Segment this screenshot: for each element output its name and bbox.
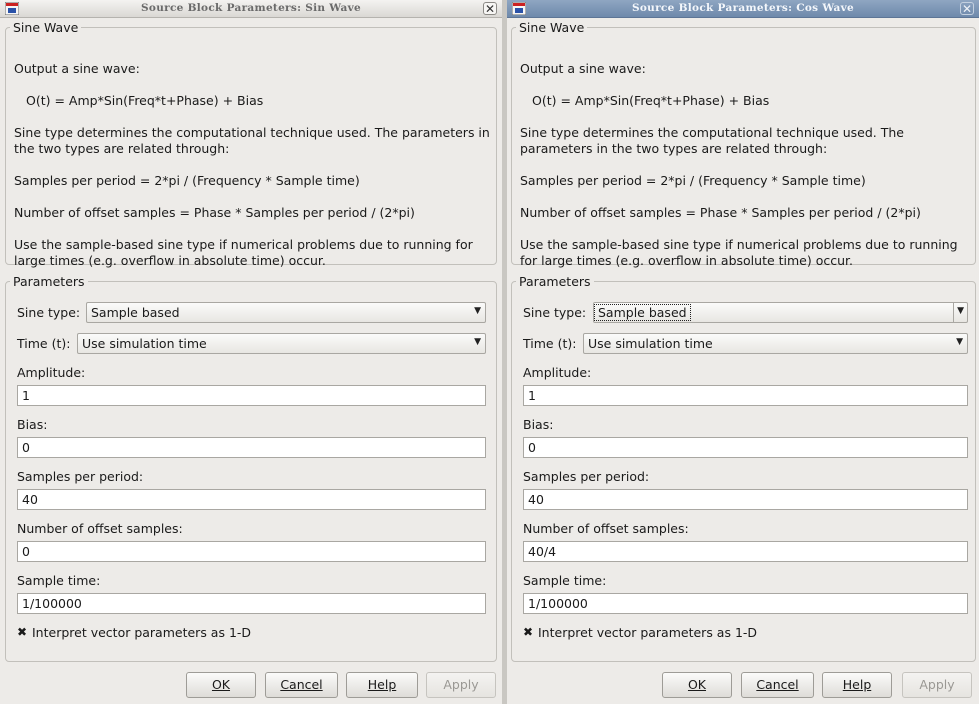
offset-samples-label: Number of offset samples: xyxy=(17,521,183,536)
checkmark-icon[interactable]: ✖ xyxy=(17,625,28,639)
time-label: Time (t): xyxy=(523,336,577,351)
time-label: Time (t): xyxy=(17,336,71,351)
description-formula: O(t) = Amp*Sin(Freq*t+Phase) + Bias xyxy=(26,93,264,108)
bias-field[interactable] xyxy=(17,437,486,458)
interpret-vector-label: Interpret vector parameters as 1-D xyxy=(32,625,252,640)
simulink-app-icon xyxy=(5,2,19,15)
checkmark-icon[interactable]: ✖ xyxy=(523,625,534,639)
bias-label: Bias: xyxy=(523,417,554,432)
close-icon[interactable]: ✕ xyxy=(484,2,496,16)
chevron-down-icon: ▼ xyxy=(474,337,481,347)
amplitude-label: Amplitude: xyxy=(17,365,86,380)
chevron-down-icon: ▼ xyxy=(474,306,481,316)
description-line: Sine type determines the computational technique used. The parameters in the two types are related through: xyxy=(14,125,490,156)
title-bar[interactable] xyxy=(0,0,502,18)
description-line: Samples per period = 2*pi / (Frequency * Sample time) xyxy=(14,173,360,188)
amplitude-field[interactable] xyxy=(17,385,486,406)
amplitude-label: Amplitude: xyxy=(523,365,592,380)
interpret-vector-label: Interpret vector parameters as 1-D xyxy=(538,625,758,640)
title-bar[interactable] xyxy=(507,0,979,18)
apply-button[interactable]: Apply xyxy=(426,672,496,698)
samples-per-period-label: Samples per period: xyxy=(17,469,144,484)
description-line: Use the sample-based sine type if numerical problems due to running for large times (e.g. overflow in absolute time) occur. xyxy=(520,237,958,268)
description-line: Output a sine wave: xyxy=(520,61,646,76)
parameters-legend: Parameters xyxy=(13,274,85,289)
sine-type-select[interactable]: Sample based ▼ xyxy=(86,302,486,323)
parameters-legend: Parameters xyxy=(519,274,591,289)
sine-type-label: Sine type: xyxy=(523,305,587,320)
description-line: Sine type determines the computational technique used. The parameters in the two types are related through: xyxy=(520,125,904,156)
help-button[interactable]: Help xyxy=(822,672,892,698)
bias-field[interactable] xyxy=(523,437,968,458)
description-group xyxy=(511,20,976,268)
offset-samples-field[interactable] xyxy=(523,541,968,562)
time-select[interactable]: Use simulation time ▼ xyxy=(583,333,968,354)
block-name: Sine Wave xyxy=(13,20,79,35)
window-title: Source Block Parameters: Cos Wave xyxy=(631,2,854,14)
sample-time-label: Sample time: xyxy=(17,573,101,588)
time-select[interactable]: Use simulation time ▼ xyxy=(77,333,486,354)
chevron-down-icon: ▼ xyxy=(957,306,964,316)
sine-type-select[interactable]: Sample based ▼ xyxy=(593,302,968,323)
sine-type-label: Sine type: xyxy=(17,305,81,320)
description-line: Number of offset samples = Phase * Samples per period / (2*pi) xyxy=(520,205,921,220)
bias-label: Bias: xyxy=(17,417,48,432)
samples-per-period-field[interactable] xyxy=(17,489,486,510)
amplitude-field[interactable] xyxy=(523,385,968,406)
cancel-button[interactable]: Cancel xyxy=(741,672,814,698)
description-line: Samples per period = 2*pi / (Frequency * Sample time) xyxy=(520,173,866,188)
ok-button[interactable]: OK xyxy=(186,672,256,698)
block-name: Sine Wave xyxy=(519,20,585,35)
sample-time-field[interactable] xyxy=(523,593,968,614)
ok-button[interactable]: OK xyxy=(662,672,732,698)
chevron-down-icon: ▼ xyxy=(956,337,963,347)
description-line: Output a sine wave: xyxy=(14,61,140,76)
offset-samples-label: Number of offset samples: xyxy=(523,521,689,536)
simulink-app-icon xyxy=(512,2,526,15)
cancel-button[interactable]: Cancel xyxy=(265,672,338,698)
help-button[interactable]: Help xyxy=(346,672,418,698)
description-line: Use the sample-based sine type if numerical problems due to running for large times (e.g. overflow in absolute time) occur. xyxy=(14,237,473,268)
samples-per-period-label: Samples per period: xyxy=(523,469,650,484)
window-title: Source Block Parameters: Sin Wave xyxy=(141,2,361,14)
sample-time-label: Sample time: xyxy=(523,573,607,588)
apply-button[interactable]: Apply xyxy=(902,672,972,698)
offset-samples-field[interactable] xyxy=(17,541,486,562)
sample-time-field[interactable] xyxy=(17,593,486,614)
description-line: Number of offset samples = Phase * Samples per period / (2*pi) xyxy=(14,205,415,220)
samples-per-period-field[interactable] xyxy=(523,489,968,510)
close-icon[interactable]: ✕ xyxy=(961,2,973,16)
description-formula: O(t) = Amp*Sin(Freq*t+Phase) + Bias xyxy=(532,93,770,108)
cos-wave-dialog xyxy=(507,0,979,704)
description-group xyxy=(5,20,497,268)
